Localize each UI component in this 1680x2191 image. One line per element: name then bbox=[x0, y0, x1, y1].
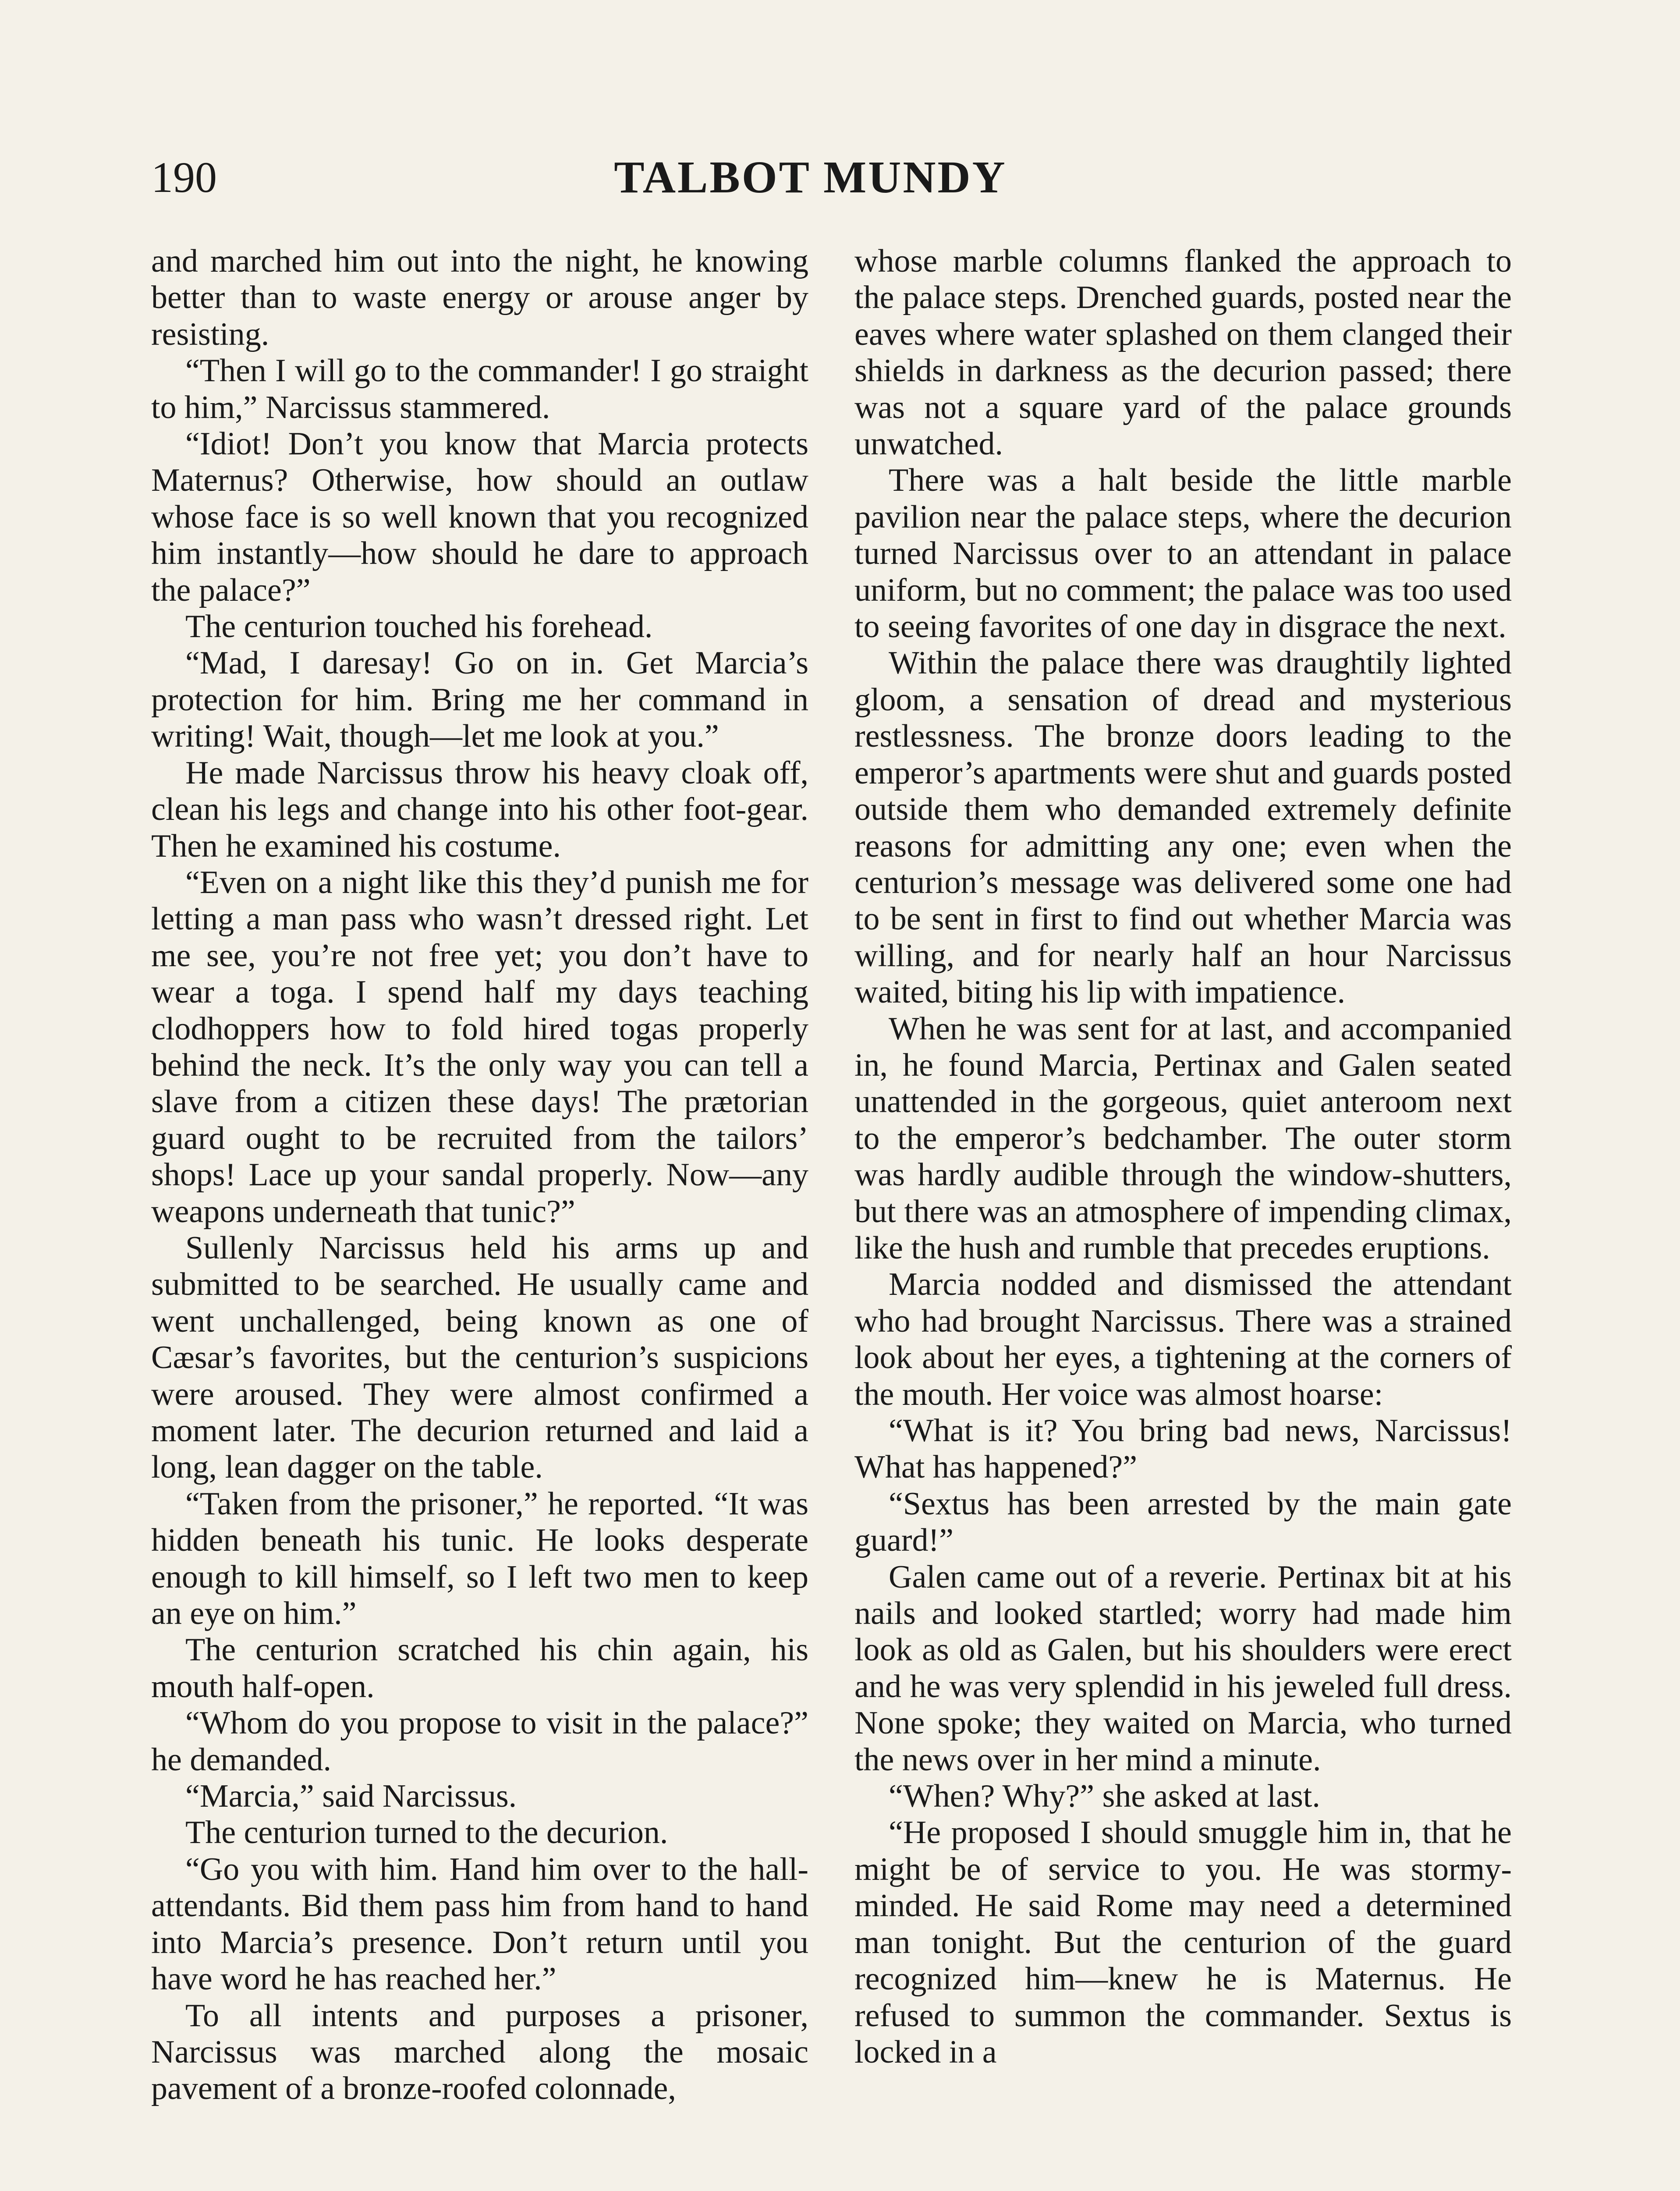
paragraph: He made Narcissus throw his heavy cloak off, clean his legs and change into his other foot-gear. Then he examined his costume. bbox=[151, 755, 808, 864]
paragraph: and marched him out into the night, he knowing better than to waste energy or arouse anger by resisting. bbox=[151, 243, 808, 352]
paragraph: “Then I will go to the commander! I go straight to him,” Narcissus stammered. bbox=[151, 353, 808, 425]
paragraph: The centurion touched his forehead. bbox=[185, 609, 653, 645]
paragraph: The centurion turned to the decurion. bbox=[185, 1815, 668, 1851]
running-head: TALBOT MUNDY bbox=[614, 152, 1007, 202]
paragraph: “Idiot! Don’t you know that Marcia protects Maternus? Otherwise, how should an outlaw whose face is so well known that you recognized him instantly—how should he dare to approach the palace?” bbox=[151, 426, 808, 608]
paragraph: “He proposed I should smuggle him in, that he might be of service to you. He was stormy-minded. He said Rome may need a determined man tonight. But the centurion of the guard recognized him—knew he is Maternus. He refused to summon the commander. Sextus is locked in a bbox=[854, 1815, 1512, 2070]
paragraph: “Taken from the prisoner,” he reported. “It was hidden beneath his tunic. He looks desperate enough to kill himself, so I left two men to keep an eye on him.” bbox=[151, 1485, 808, 1632]
paragraph: Marcia nodded and dismissed the attendant who had brought Narcissus. There was a strained look about her eyes, a tightening at the corners of the mouth. Her voice was almost hoarse: bbox=[854, 1266, 1512, 1412]
paragraph: Sullenly Narcissus held his arms up and submitted to be searched. He usually came and went unchallenged, being known as one of Cæsar’s favorites, but the centurion’s suspicions were aroused. They were almost confirmed a moment later. The decurion returned and laid a long, lean dagger on the table. bbox=[151, 1230, 808, 1485]
paragraph: “Go you with him. Hand him over to the hall-attendants. Bid them pass him from hand to hand into Marcia’s presence. Don’t return until you have word he has reached her.” bbox=[151, 1851, 808, 1997]
paragraph: “Marcia,” said Narcissus. bbox=[185, 1778, 517, 1815]
paragraph: “What is it? You bring bad news, Narcissus! What has happened?” bbox=[854, 1413, 1512, 1485]
page-number: 190 bbox=[151, 153, 217, 202]
paragraph: whose marble columns flanked the approach to the palace steps. Drenched guards, posted near the eaves where water splashed on them clanged their shields in darkness as the decurion passed; there was not a square yard of the palace grounds unwatched. bbox=[854, 243, 1512, 462]
paragraph: “Whom do you propose to visit in the palace?” he demanded. bbox=[151, 1705, 808, 1778]
paragraph: To all intents and purposes a prisoner, Narcissus was marched along the mosaic pavement of a bronze-roofed colonnade, bbox=[151, 1997, 808, 2107]
paragraph: “When? Why?” she asked at last. bbox=[889, 1778, 1320, 1815]
paragraph: Galen came out of a reverie. Pertinax bit at his nails and looked startled; worry had made him look as old as Galen, but his shoulders were erect and he was very splendid in his jeweled full dress. None spoke; they waited on Marcia, who turned the news over in her mind a minute. bbox=[854, 1559, 1512, 1778]
page-header bbox=[151, 149, 1470, 206]
paragraph: When he was sent for at last, and accompanied in, he found Marcia, Pertinax and Galen seated unattended in the gorgeous, quiet anteroom next to the emperor’s bedchamber. The outer storm was hardly audible through the window-shutters, but there was an atmosphere of impending climax, like the hush and rumble that precedes eruptions. bbox=[854, 1010, 1512, 1266]
left-column bbox=[151, 243, 808, 2107]
right-column bbox=[854, 243, 1512, 2070]
paragraph: “Even on a night like this they’d punish me for letting a man pass who wasn’t dressed right. Let me see, you’re not free yet; you don’t have to wear a toga. I spend half my days teaching clodhoppers how to fold hired togas properly behind the neck. It’s the only way you can tell a slave from a citizen these days! The prætorian guard ought to be recruited from the tailors’ shops! Lace up your sandal properly. Now—any weapons underneath that tunic?” bbox=[151, 864, 808, 1230]
paragraph: The centurion scratched his chin again, his mouth half-open. bbox=[151, 1632, 808, 1705]
paragraph: “Sextus has been arrested by the main gate guard!” bbox=[854, 1485, 1512, 1559]
paragraph: Within the palace there was draughtily lighted gloom, a sensation of dread and mysterious restlessness. The bronze doors leading to the emperor’s apartments were shut and guards posted outside them who demanded extremely definite reasons for admitting any one; even when the centurion’s message was delivered some one had to be sent in first to find out whether Marcia was willing, and for nearly half an hour Narcissus waited, biting his lip with impatience. bbox=[854, 645, 1512, 1010]
paragraph: “Mad, I daresay! Go on in. Get Marcia’s protection for him. Bring me her command in writing! Wait, though—let me look at you.” bbox=[151, 645, 808, 755]
paragraph: There was a halt beside the little marble pavilion near the palace steps, where the decurion turned Narcissus over to an attendant in palace uniform, but no comment; the palace was too used to seeing favorites of one day in disgrace the next. bbox=[854, 462, 1512, 645]
